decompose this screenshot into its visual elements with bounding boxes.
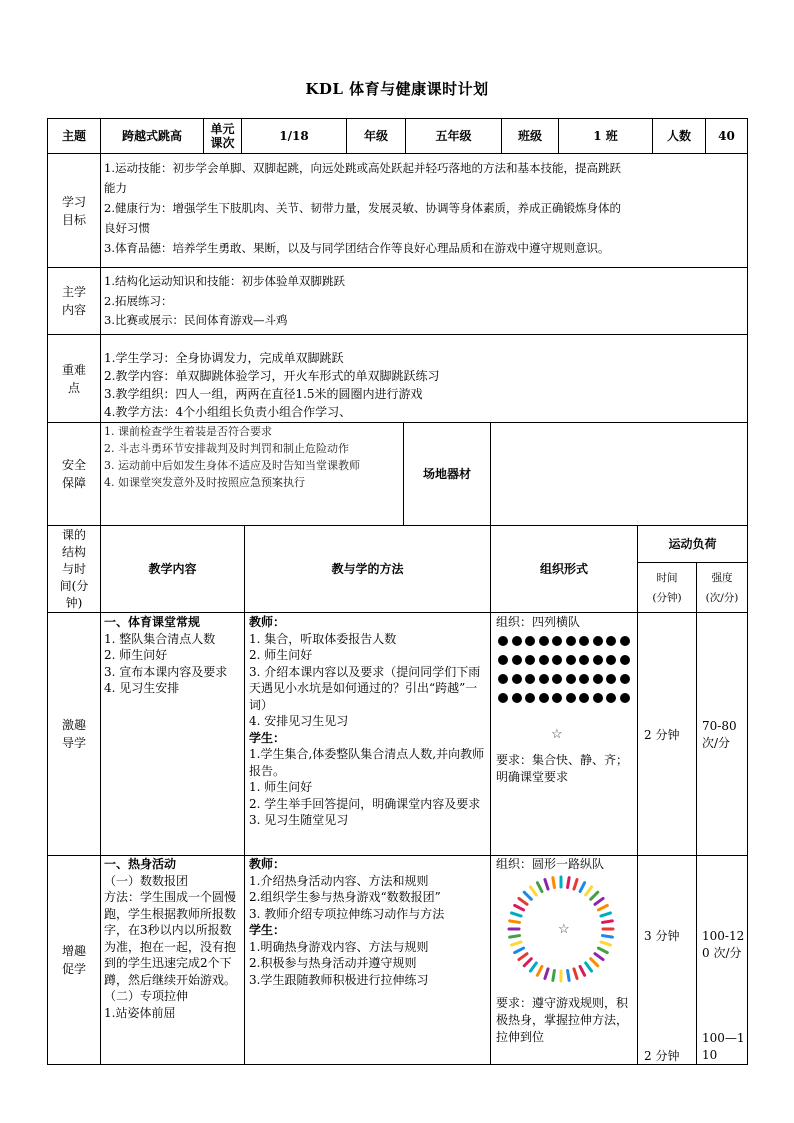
student-figure <box>512 913 522 916</box>
row1-method-line: 2. 学生举手回答提问，明确课堂内容及要求 <box>249 796 481 811</box>
col-method: 教与学的方法 <box>331 562 404 576</box>
student-dot <box>539 674 549 684</box>
goals-label: 学习目标 <box>61 194 86 227</box>
goal-line: 1.运动技能：初步学会单脚、双脚起跳，向远处跳或高处跃起并轻巧落地的方法和基本技能，提高跳跃 <box>104 161 621 175</box>
student-dot <box>525 636 535 646</box>
student-figure <box>586 963 592 971</box>
student-figure <box>553 878 555 888</box>
content-line: 1.结构化运动知识和技能：初步体验单双脚跳跃 <box>104 274 345 288</box>
student-dot <box>552 674 562 684</box>
student-figure <box>510 936 520 938</box>
topic-label: 主题 <box>61 129 86 143</box>
row1-method-line: 1. 集合，听取体委报告人数 <box>249 631 397 646</box>
keypoint-line: 4.教学方法：4个小组组长负责小组合作学习、 <box>104 405 352 419</box>
row2-teach-line: （一）数数报团 <box>104 873 189 888</box>
student-dot <box>512 693 522 703</box>
student-figure <box>545 880 548 890</box>
row1-method <box>249 614 487 829</box>
row2-method <box>249 856 487 988</box>
student-figure <box>515 948 524 953</box>
student-dot <box>566 674 576 684</box>
row1-method-line: 1. 师生问好 <box>249 780 313 794</box>
student-figure <box>510 921 520 923</box>
row1-teach-line: 3. 宣布本课内容及要求 <box>104 664 228 679</box>
goal-line: 3.体育品德：培养学生勇敢、果断，以及与同学团结合作等良好心理品质和在游戏中遵守规则意识。 <box>104 241 610 255</box>
row1-org-title: 组织：四列横队 <box>496 615 581 629</box>
col-time: 时间(分钟) <box>652 571 682 604</box>
row1-stage: 激趣导学 <box>61 718 86 750</box>
student-dot <box>579 693 589 703</box>
col-intensity: 强度(次/分) <box>705 571 739 604</box>
student-figure <box>524 892 531 899</box>
content-line: 3.比赛或展示：民间体育游戏—斗鸡 <box>104 313 288 327</box>
student-dot <box>552 655 562 665</box>
student-figure <box>574 880 577 890</box>
student-dot <box>512 636 522 646</box>
student-figure <box>595 954 603 960</box>
row2-method-line: 3. 教师介绍专项拉伸练习动作与方法 <box>249 906 445 921</box>
student-figure <box>524 959 531 966</box>
content-text <box>104 272 744 331</box>
row2-method-line: 2.组织学生参与热身游戏“数数报团” <box>249 890 441 904</box>
row1-org-req: 要求：集合快、静、齐；明确课堂要求 <box>496 753 629 784</box>
teacher-star-icon: ☆ <box>551 727 563 742</box>
student-figure <box>598 948 607 953</box>
student-dot <box>566 693 576 703</box>
row2-method-line: 1.介绍热身活动内容、方法和规则 <box>249 873 429 888</box>
row2-intensity-1: 100-120 次/分 <box>702 929 745 960</box>
student-dot <box>593 674 603 684</box>
row1-method-line: 教师： <box>249 615 286 629</box>
keypoints-text <box>104 349 744 421</box>
student-figure <box>602 936 612 938</box>
grade-label: 年级 <box>363 129 388 143</box>
unit-label: 单元课次 <box>210 122 235 150</box>
student-figure <box>601 942 611 945</box>
teacher-star-icon: ☆ <box>558 922 570 937</box>
row2-method-line: 2.积极参与热身活动并遵守规则 <box>249 956 417 970</box>
row1-teach-line: 2. 师生问好 <box>104 648 168 662</box>
col-teach: 教学内容 <box>148 562 197 576</box>
row2-teach <box>104 856 242 1021</box>
student-dot <box>579 636 589 646</box>
student-figure <box>530 963 536 971</box>
safety-line: 3. 运动前中后如发生身体不适应及时告知当堂课教师 <box>104 459 360 472</box>
count-label: 人数 <box>666 129 691 143</box>
student-figure <box>601 913 611 916</box>
unit-value: 1/18 <box>279 129 309 143</box>
row1-intensity: 70-80次/分 <box>702 719 737 750</box>
student-figure <box>602 921 612 923</box>
student-figure <box>553 970 555 980</box>
keypoints-label: 重难点 <box>61 362 86 395</box>
content-label: 主学内容 <box>61 285 86 317</box>
safety-text <box>104 423 400 491</box>
student-dot <box>620 636 630 646</box>
row1-teach-line: 1. 整队集合清点人数 <box>104 631 216 646</box>
safety-line: 1. 课前检查学生着装是否符合要求 <box>104 425 272 438</box>
student-figure <box>595 898 603 904</box>
row2-teach-line: 一、热身活动 <box>104 857 177 871</box>
col-load: 运动负荷 <box>668 537 717 551</box>
count-value: 40 <box>718 129 735 143</box>
goal-line: 能力 <box>104 181 127 195</box>
keypoint-line: 1.学生学习：全身协调发力，完成单双脚跳跃 <box>104 351 344 365</box>
student-dot <box>620 655 630 665</box>
student-dot <box>579 674 589 684</box>
col-org: 组织形式 <box>539 562 588 576</box>
student-dot <box>606 636 616 646</box>
student-dot <box>620 693 630 703</box>
student-figure <box>574 969 577 979</box>
grade-value: 五年级 <box>435 129 472 143</box>
row2-teach-line: 1.站姿体前屈 <box>104 1005 176 1020</box>
class-label: 班级 <box>517 129 542 143</box>
safety-line: 4. 如课堂突发意外及时按照应急预案执行 <box>104 476 305 489</box>
row2-method-line: 3.学生跟随教师积极进行拉伸练习 <box>249 972 429 987</box>
student-dot <box>552 636 562 646</box>
student-dot <box>512 655 522 665</box>
student-figure <box>512 942 522 945</box>
student-figure <box>580 966 585 975</box>
student-dot <box>539 655 549 665</box>
student-dot <box>498 655 508 665</box>
student-dot <box>593 693 603 703</box>
row1-method-line: 3. 介绍本课内容以及要求（提问同学们下雨天遇见小水坑是如何通过的？引出“跨越”一词） <box>249 664 481 712</box>
row1-method-line: 1.学生集合,体委整队集合清点人数,并向教师报告。 <box>249 747 485 778</box>
student-figure <box>598 905 607 910</box>
formation-four-rows <box>498 636 632 712</box>
student-figure <box>591 959 598 966</box>
goals-text <box>104 158 744 258</box>
student-dot <box>512 674 522 684</box>
safety-label: 安全保障 <box>61 458 86 490</box>
row2-time-2: 2 分钟 <box>644 1049 680 1063</box>
student-dot <box>620 674 630 684</box>
content-line: 2.拓展练习： <box>104 293 173 308</box>
row2-teach-line: （二）专项拉伸 <box>104 989 189 1003</box>
safety-line: 2. 斗志斗勇环节安排裁判及时判罚和制止危险动作 <box>104 442 349 455</box>
row2-teach-line: 方法：学生围成一个圆慢跑，学生根据教师所报数字，在3秒以内以所报数为准，抱在一起，没有抱到的学生迅速完成2个下蹲，然后继续开始游戏。 <box>104 890 237 987</box>
student-figure <box>568 878 570 888</box>
goal-line: 良好习惯 <box>104 221 150 235</box>
row1-method-line: 学生： <box>249 730 286 745</box>
student-dot <box>606 655 616 665</box>
student-dot <box>606 693 616 703</box>
row1-time: 2 分钟 <box>644 728 680 742</box>
student-dot <box>525 655 535 665</box>
row2-method-line: 1.明确热身游戏内容、方法与规则 <box>249 939 429 954</box>
student-dot <box>498 636 508 646</box>
row2-time-1: 3 分钟 <box>644 929 680 943</box>
equipment-value <box>491 423 747 525</box>
row1-teach-line: 一、体育课堂常规 <box>104 615 201 629</box>
keypoint-line: 3.教学组织：四人一组，两两在直径1.5米的圆圈内进行游戏 <box>104 387 423 401</box>
student-figure <box>580 883 585 892</box>
student-figure <box>519 954 527 960</box>
row2-method-line: 教师： <box>249 857 286 871</box>
student-dot <box>579 655 589 665</box>
student-dot <box>593 655 603 665</box>
student-dot <box>593 636 603 646</box>
student-dot <box>498 674 508 684</box>
student-dot <box>552 693 562 703</box>
keypoint-line: 2.教学内容：单双脚跳体验学习，开火车形式的单双脚跳跃练习 <box>104 369 440 383</box>
student-figure <box>515 905 524 910</box>
student-dot <box>525 674 535 684</box>
row1-method-line: 3. 见习生随堂见习 <box>249 813 349 827</box>
row1-method-line: 2. 师生问好 <box>249 648 313 662</box>
student-figure <box>537 966 542 975</box>
student-figure <box>568 970 570 980</box>
student-figure <box>537 883 542 892</box>
row2-stage: 增趣促学 <box>61 944 86 976</box>
equipment-label: 场地器材 <box>422 467 471 481</box>
row2-org-title: 组织：圆形一路纵队 <box>496 857 605 871</box>
student-figure <box>519 898 527 904</box>
row1-teach <box>104 614 242 697</box>
row2-org-req: 要求：遵守游戏规则，积极热身，掌握拉伸方法，拉伸到位 <box>496 996 629 1044</box>
student-dot <box>539 693 549 703</box>
row2-intensity-2: 100—110 <box>702 1031 745 1062</box>
row1-teach-line: 4. 见习生安排 <box>104 681 180 695</box>
document-title: KDL 体育与健康课时计划 <box>305 80 489 98</box>
student-dot <box>606 674 616 684</box>
student-dot <box>525 693 535 703</box>
topic-value: 跨越式跳高 <box>121 129 182 143</box>
student-figure <box>530 887 536 895</box>
student-dot <box>539 636 549 646</box>
class-value: 1 班 <box>593 129 618 143</box>
student-figure <box>545 969 548 979</box>
student-figure <box>591 892 598 899</box>
student-dot <box>566 655 576 665</box>
student-dot <box>566 636 576 646</box>
goal-line: 2.健康行为：增强学生下肢肌肉、关节、韧带力量，发展灵敏、协调等身体素质，养成正确锻炼身体的 <box>104 201 621 215</box>
row1-method-line: 4. 安排见习生见习 <box>249 714 349 728</box>
student-figure <box>586 887 592 895</box>
row2-method-line: 学生： <box>249 923 286 937</box>
student-dot <box>498 693 508 703</box>
col-structure: 课的结构与时间(分钟) <box>59 527 89 610</box>
